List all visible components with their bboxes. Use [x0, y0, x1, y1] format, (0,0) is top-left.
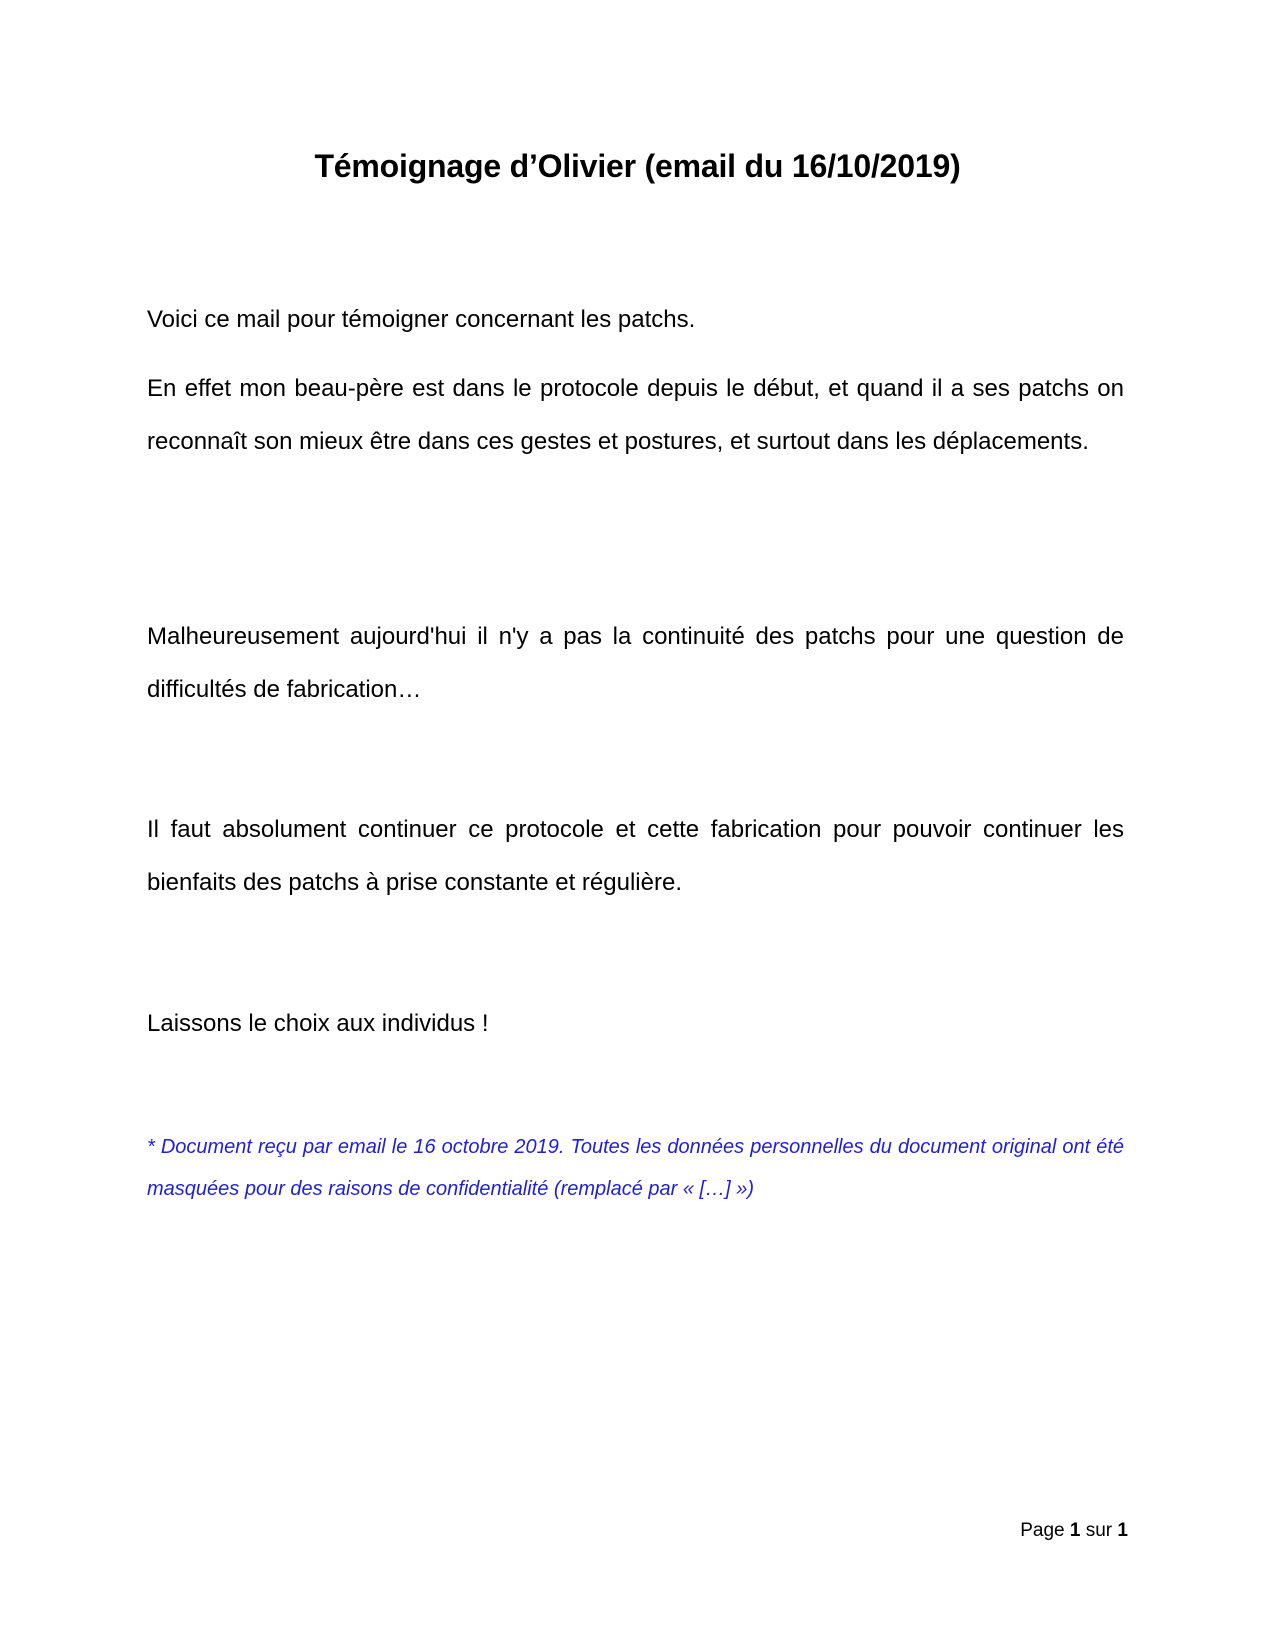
page-number [1020, 1519, 1128, 1543]
confidentiality-note: * Document reçu par email le 16 octobre 2019. Toutes les données personnelles du document original ont été masquées pour des raisons de confidentialité (remplacé par « […] ») [147, 1136, 1124, 1200]
paragraph-discontinuity: Malheureusement aujourd'hui il n'y a pas la continuité des patchs pour une question de difficultés de fabrication… [147, 623, 1124, 703]
paragraph-testimony: En effet mon beau-père est dans le protocole depuis le début, et quand il a ses patchs on reconnaît son mieux être dans ces gestes et postures, et surtout dans les déplacements. [147, 375, 1124, 455]
paragraph-intro: Voici ce mail pour témoigner concernant les patchs. [147, 306, 696, 333]
page-total: 1 [1117, 1520, 1128, 1541]
page-label: Page [1020, 1520, 1065, 1541]
document-title: Témoignage d’Olivier (email du 16/10/2019) [314, 148, 961, 184]
paragraph-choice: Laissons le choix aux individus ! [147, 1010, 489, 1037]
page-separator: sur [1085, 1520, 1113, 1541]
paragraph-continue: Il faut absolument continuer ce protocole et cette fabrication pour pouvoir continuer les bienfaits des patchs à prise constante et régulière. [147, 816, 1124, 896]
page-current: 1 [1069, 1520, 1081, 1541]
